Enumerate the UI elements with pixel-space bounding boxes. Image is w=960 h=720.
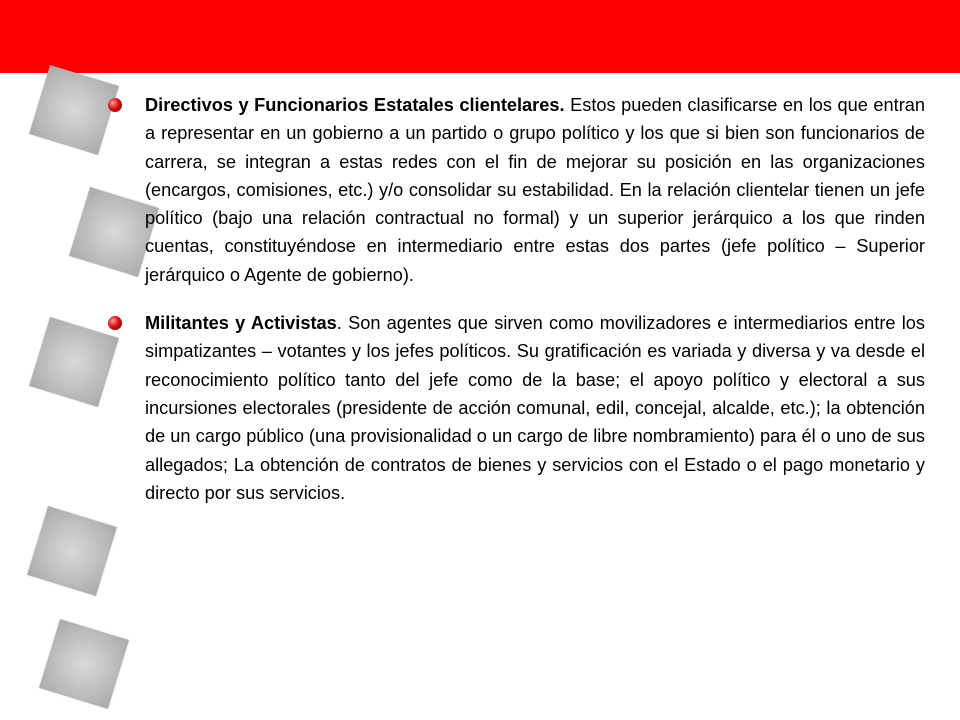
bullet-list	[108, 91, 925, 527]
decorative-square	[29, 317, 119, 407]
bullet-body: . Son agentes que sirven como movilizadores e intermediarios entre los simpatizantes – votantes y los jefes políticos. Su gratificación es variada y diversa y va desde el reconocimiento político tanto del jefe como de la base; el apoyo político y electoral a sus incursiones electorales (presidente de acción comunal, edil, concejal, alcalde, etc.); la obtención de un cargo público (una provisionalidad o un cargo de libre nombramiento) para él o uno de sus allegados; La obtención de contratos de bienes y servicios con el Estado o el pago monetario y directo por sus servicios.	[145, 313, 925, 503]
bullet-item-directivos	[108, 91, 925, 289]
bullet-title: Directivos y Funcionarios Estatales clientelares.	[145, 95, 565, 115]
decorative-square	[27, 506, 117, 596]
bullet-paragraph	[145, 91, 925, 289]
bullet-item-militantes	[108, 309, 925, 507]
bullet-title: Militantes y Activistas	[145, 313, 337, 334]
bullet-body: Estos pueden clasificarse en los que entran a representar en un gobierno a un partido o grupo político y los que si bien son funcionarios de carrera, se integran a estas redes con el fin de mejorar su posición en las organizaciones (encargos, comisiones, etc.) y/o consolidar su estabilidad. En la relación clientelar tienen un jefe político (bajo una relación contractual no formal) y un superior jerárquico a los que rinden cuentas, constituyéndose en intermediario entre estas dos partes (jefe político – Superior jerárquico o Agente de gobierno).	[145, 95, 925, 285]
header-bar	[0, 0, 960, 73]
bullet-icon	[108, 98, 122, 112]
bullet-paragraph	[145, 309, 925, 507]
decorative-square	[29, 65, 119, 155]
decorative-square	[39, 619, 129, 709]
bullet-icon	[108, 316, 122, 330]
